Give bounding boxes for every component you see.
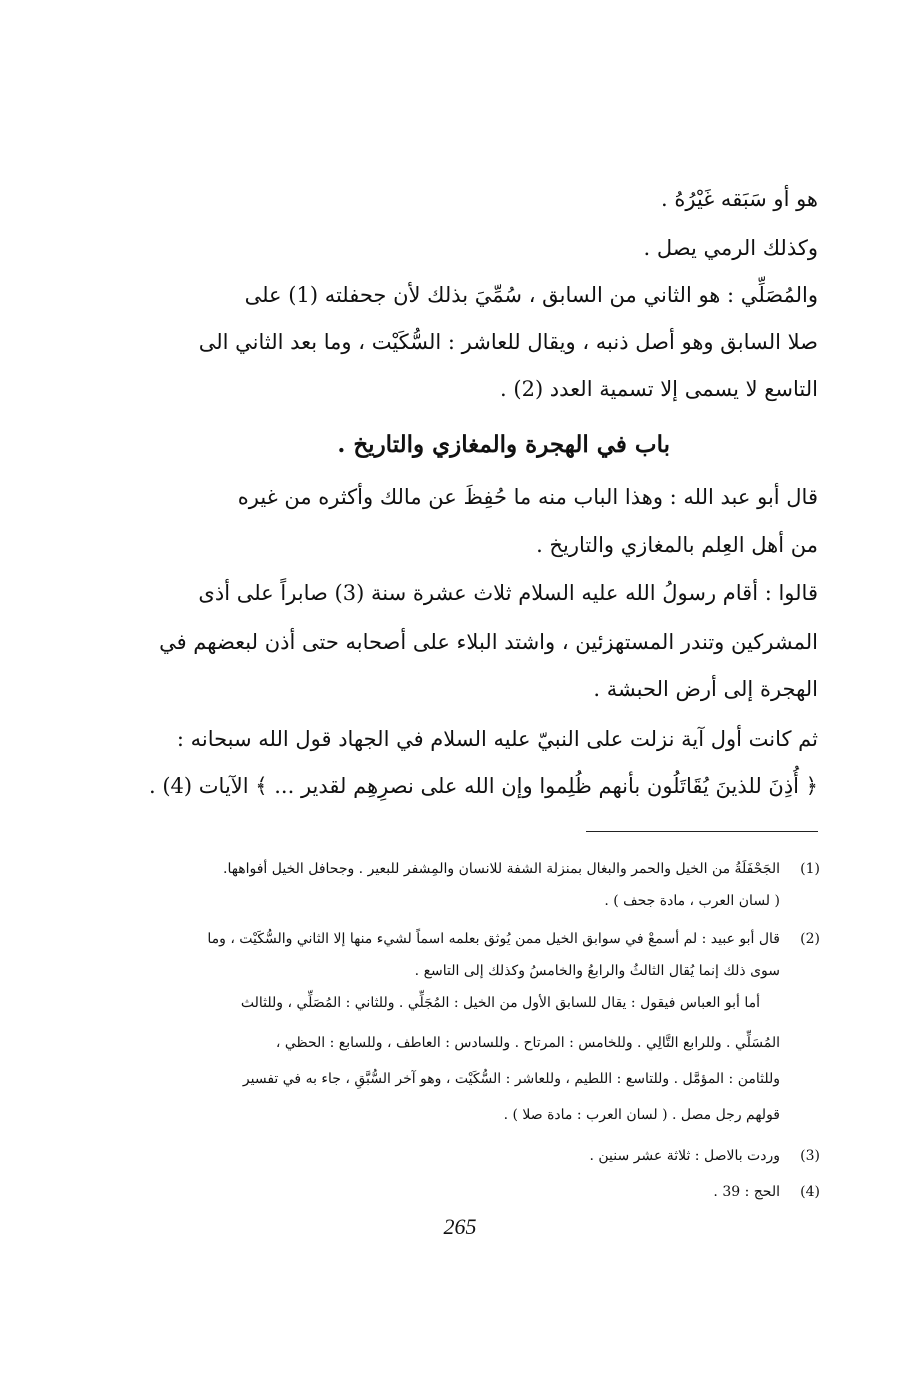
- footnote-number-2: (2): [800, 931, 820, 947]
- footnote-3-line: وردت بالاصل : ثلاثة عشر سنين .: [589, 1148, 780, 1164]
- footnote-1-line-2: ( لسان العرب ، مادة جحف ) .: [604, 893, 780, 909]
- body-line-11: ثم كانت أول آية نزلت على النبيّ عليه السلام في الجهاد قول الله سبحانه :: [176, 727, 818, 751]
- footnote-1-line-1: الجَحْفَلَةُ من الخيل والحمر والبغال بمنزلة الشفة للانسان والمِشفر للبعير . وجحافل الخيل أفواهها.: [223, 861, 780, 877]
- footnote-number-1: (1): [800, 861, 820, 877]
- footnote-separator: [586, 831, 818, 832]
- footnote-2-line-1: قال أبو عبيد : لم أسمعْ في سوابق الخيل ممن يُوثق بعلمه اسماً لشيء منها إلا الثاني والسُّكَيْت ، وما: [207, 931, 780, 947]
- body-line-4: صلا السابق وهو أصل ذنبه ، ويقال للعاشر : السُّكَيْت ، وما بعد الثاني الى: [198, 330, 818, 354]
- footnote-number-3: (3): [800, 1148, 820, 1164]
- footnote-2-line-2: سوى ذلك إنما يُقال الثالثُ والرابعُ والخامسُ وكذلك إلى التاسع .: [414, 963, 780, 979]
- page-number: 265: [443, 1214, 477, 1239]
- body-line-6: قال أبو عبد الله : وهذا الباب منه ما حُفِظَ عن مالك وأكثره من غيره: [237, 485, 818, 509]
- body-line-12: ﴿ أُذِنَ للذينَ يُقَاتَلُون بأنهم ظُلِموا وإن الله على نصرِهِم لقدير ... ﴾ الآيات (4) .: [148, 774, 818, 798]
- body-line-3: والمُصَلِّي : هو الثاني من السابق ، سُمِّيَ بذلك لأن جحفلته (1) على: [244, 283, 818, 307]
- body-line-1: هو أو سَبَقه غَيْرُهُ .: [661, 187, 818, 211]
- footnote-4-line: الحج : 39 .: [713, 1184, 780, 1200]
- body-line-2: وكذلك الرمي يصل .: [643, 236, 818, 260]
- footnote-2-line-4: المُسَلِّي . وللرابع التَّالِي . وللخامس : المرتاح . وللسادس : العاطف ، وللسابع : الحظي ،: [275, 1035, 780, 1051]
- body-line-9: المشركين وتندر المستهزئين ، واشتد البلاء على أصحابه حتى أذن لبعضهم في: [159, 630, 818, 654]
- body-line-10: الهجرة إلى أرض الحبشة .: [593, 677, 818, 701]
- footnote-number-4: (4): [800, 1184, 820, 1200]
- body-line-7: من أهل العِلم بالمغازي والتاريخ .: [536, 533, 818, 557]
- body-line-5: التاسع لا يسمى إلا تسمية العدد (2) .: [500, 377, 818, 401]
- footnote-2-line-6: قولهم رجل مصل . ( لسان العرب : مادة صلا ) .: [503, 1107, 780, 1123]
- section-heading: باب في الهجرة والمغازي والتاريخ .: [337, 431, 670, 458]
- footnote-2-line-5: وللثامن : المؤمَّل . وللتاسع : اللطيم ، وللعاشر : السُّكَيْت ، وهو آخر السُّبَّقِ ، جاء به في تفسير: [242, 1071, 780, 1087]
- body-line-8: قالوا : أقام رسولُ الله عليه السلام ثلاث عشرة سنة (3) صابراً على أذى: [198, 581, 818, 605]
- footnote-2-line-3: أما أبو العباس فيقول : يقال للسابق الأول من الخيل : المُجَلِّي . وللثاني : المُصَلِّي ، وللثالث: [240, 995, 760, 1011]
